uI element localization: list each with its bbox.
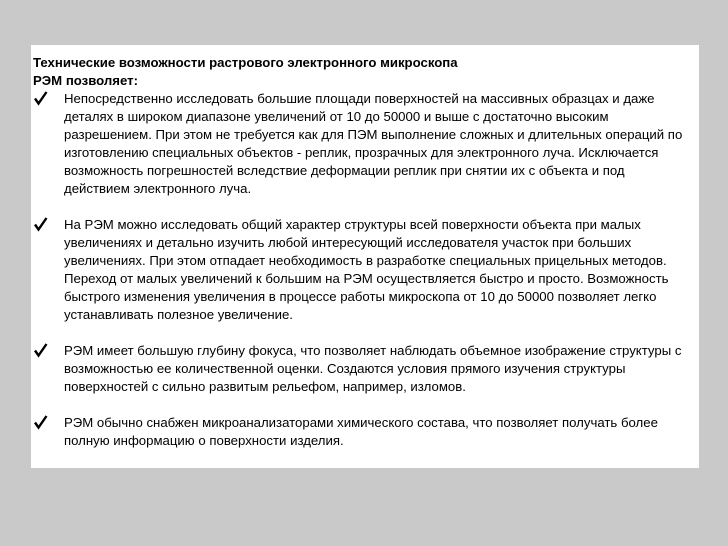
list-item [33, 216, 689, 324]
list-item-text: На РЭМ можно исследовать общий характер структуры всей поверхности объекта при малых увеличениях и детально изучить любой интересующий исследователя участок при больших увеличениях. При этом отпадает необходимость в разработке специальных прицельных методов. Переход от малых увеличений к большим на РЭМ осуществляется быстро и просто. Возможность быстрого изменения увеличения в процессе работы микроскопа от 10 до 50000 позволяет легко устанавливать полезное увеличение. [64, 217, 669, 322]
checkmark-icon [34, 342, 48, 358]
slide-title [33, 54, 689, 90]
list-item-text: Непосредственно исследовать большие площади поверхностей на массивных образцах и даже деталях в широком диапазоне увеличений от 10 до 50000 и выше с достаточно высоким разрешением. При этом не требуется как для ПЭМ выполнение сложных и длительных операций по изготовлению специальных объектов - реплик, прозрачных для электронного луча. Исключается возможность погрешностей вследствие деформации реплик при снятии их с объекта и под действием электронного луча. [64, 91, 683, 196]
bullet-list [33, 90, 689, 450]
list-item-text: РЭМ обычно снабжен микроанализаторами химического состава, что позволяет получать более полную информацию о поверхности изделия. [64, 415, 658, 448]
checkmark-icon [34, 90, 48, 106]
title-line-2: РЭМ позволяет: [33, 73, 138, 88]
checkmark-icon [34, 414, 48, 430]
list-item [33, 414, 689, 450]
list-item-text: РЭМ имеет большую глубину фокуса, что позволяет наблюдать объемное изображение структуры с возможностью ее количественной оценки. Создаются условия прямого изучения структуры поверхностей с сильно развитым рельефом, например, изломов. [64, 343, 682, 394]
list-item [33, 342, 689, 396]
list-item [33, 90, 689, 198]
slide-content [31, 45, 699, 468]
title-line-1: Технические возможности растрового электронного микроскопа [33, 55, 458, 70]
checkmark-icon [34, 216, 48, 232]
